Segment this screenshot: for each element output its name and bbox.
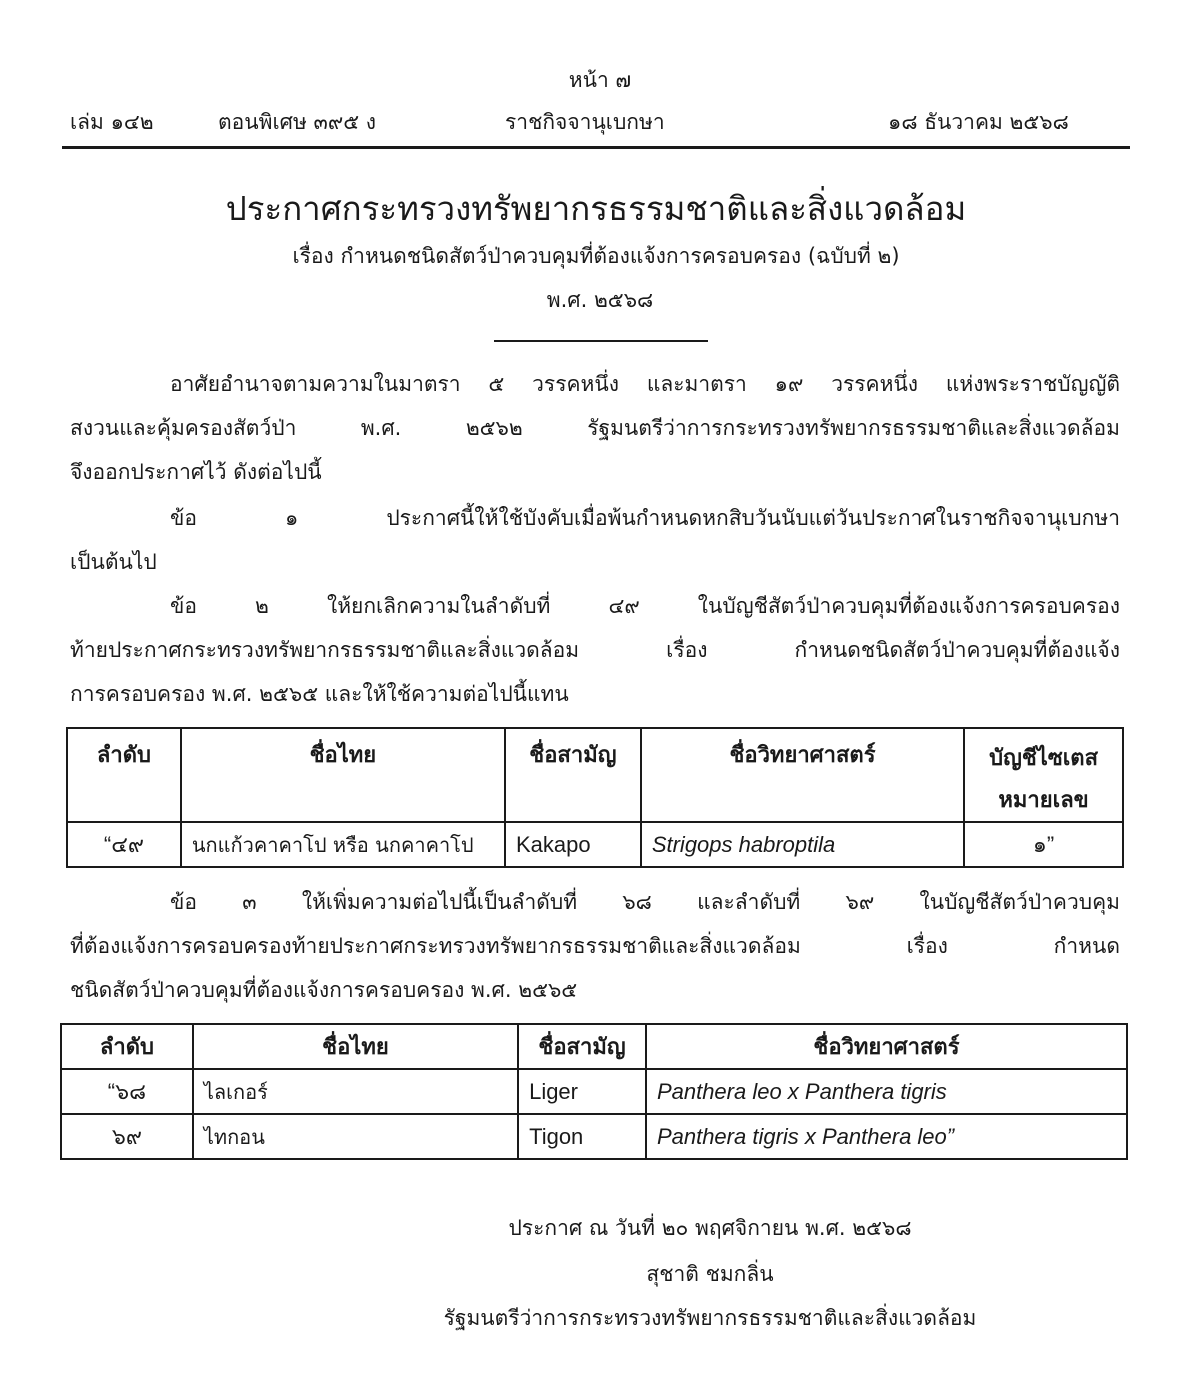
clause-1: [70, 496, 1120, 584]
signatory-position: รัฐมนตรีว่าการกระทรวงทรัพยากรธรรมชาติและสิ่งแวดล้อม: [443, 1306, 977, 1330]
table-row: [61, 1114, 1127, 1159]
cell-thai-name: ไทกอน: [193, 1114, 518, 1159]
clause-2: [70, 584, 1120, 716]
col-header-thai-name: ชื่อไทย: [193, 1024, 518, 1069]
col-header-scientific-name: ชื่อวิทยาศาสตร์: [641, 728, 964, 822]
cell-common-name: Liger: [518, 1069, 646, 1114]
header-divider: [62, 146, 1130, 149]
clause-line: การครอบครอง พ.ศ. ๒๕๖๕ และให้ใช้ความต่อไปนี้แทน: [70, 682, 569, 706]
amended-species-table: [66, 727, 1124, 868]
clause-line: ชนิดสัตว์ป่าควบคุมที่ต้องแจ้งการครอบครอง พ.ศ. ๒๕๖๕: [70, 978, 578, 1002]
clause-line: ที่ต้องแจ้งการครอบครองท้ายประกาศกระทรวงทรัพยากรธรรมชาติและสิ่งแวดล้อม เรื่อง กำหนด: [70, 934, 1120, 958]
preamble-line: อาศัยอำนาจตามความในมาตรา ๕ วรรคหนึ่ง และมาตรา ๑๙ วรรคหนึ่ง แห่งพระราชบัญญัติ: [170, 372, 1120, 396]
cites-header-line: บัญชีไซเตส: [989, 745, 1099, 770]
col-header-order: ลำดับ: [61, 1024, 193, 1069]
clause-line: ข้อ ๓ ให้เพิ่มความต่อไปนี้เป็นลำดับที่ ๖๘ และลำดับที่ ๖๙ ในบัญชีสัตว์ป่าควบคุม: [170, 890, 1120, 914]
cell-scientific-name: Panthera leo x Panthera tigris: [646, 1069, 1127, 1114]
cites-header-line: หมายเลข: [998, 787, 1089, 812]
announcement-subject: เรื่อง กำหนดชนิดสัตว์ป่าควบคุมที่ต้องแจ้งการครอบครอง (ฉบับที่ ๒): [292, 244, 900, 268]
clause-line: ท้ายประกาศกระทรวงทรัพยากรธรรมชาติและสิ่งแวดล้อม เรื่อง กำหนดชนิดสัตว์ป่าควบคุมที่ต้องแจ้ง: [70, 638, 1120, 662]
col-header-thai-name: ชื่อไทย: [181, 728, 505, 822]
cell-thai-name: นกแก้วคาคาโป หรือ นกคาคาโป: [181, 822, 505, 867]
cell-scientific-name: Panthera tigris x Panthera leo”: [646, 1114, 1127, 1159]
cell-thai-name: ไลเกอร์: [193, 1069, 518, 1114]
col-header-scientific-name: ชื่อวิทยาศาสตร์: [646, 1024, 1127, 1069]
preamble-line: จึงออกประกาศไว้ ดังต่อไปนี้: [70, 460, 322, 484]
col-header-order: ลำดับ: [67, 728, 181, 822]
announcement-date: ประกาศ ณ วันที่ ๒๐ พฤศจิกายน พ.ศ. ๒๕๖๘: [508, 1216, 912, 1240]
volume-label: เล่ม ๑๔๒: [70, 110, 154, 134]
added-species-table: [60, 1023, 1128, 1160]
clause-line: ข้อ ๑ ประกาศนี้ให้ใช้บังคับเมื่อพ้นกำหนดหกสิบวันนับแต่วันประกาศในราชกิจจานุเบกษา: [170, 506, 1120, 530]
cell-common-name: Tigon: [518, 1114, 646, 1159]
gazette-date: ๑๘ ธันวาคม ๒๕๖๘: [888, 110, 1069, 134]
gazette-name: ราชกิจจานุเบกษา: [505, 110, 665, 134]
table-header-row: [61, 1024, 1127, 1069]
col-header-cites: [964, 728, 1123, 822]
table-header-row: [67, 728, 1123, 822]
page-number: หน้า ๗: [568, 68, 632, 92]
cell-cites: ๑”: [964, 822, 1123, 867]
table-row: [67, 822, 1123, 867]
announcement-title: ประกาศกระทรวงทรัพยากรธรรมชาติและสิ่งแวดล้อม: [225, 189, 967, 228]
cell-scientific-name: Strigops habroptila: [641, 822, 964, 867]
cell-order: “๔๙: [67, 822, 181, 867]
clause-3: [70, 880, 1120, 1012]
col-header-common-name: ชื่อสามัญ: [505, 728, 641, 822]
title-divider: [494, 340, 708, 342]
cell-order: ๖๙: [61, 1114, 193, 1159]
preamble-paragraph: [70, 362, 1120, 494]
clause-line: ข้อ ๒ ให้ยกเลิกความในลำดับที่ ๔๙ ในบัญชีสัตว์ป่าควบคุมที่ต้องแจ้งการครอบครอง: [170, 594, 1120, 618]
col-header-common-name: ชื่อสามัญ: [518, 1024, 646, 1069]
section-label: ตอนพิเศษ ๓๙๕ ง: [218, 110, 377, 134]
signatory-name: สุชาติ ชมกลิ่น: [646, 1262, 774, 1286]
clause-line: เป็นต้นไป: [70, 550, 157, 574]
announcement-year: พ.ศ. ๒๕๖๘: [546, 288, 654, 312]
cell-common-name: Kakapo: [505, 822, 641, 867]
preamble-line: สงวนและคุ้มครองสัตว์ป่า พ.ศ. ๒๕๖๒ รัฐมนตรีว่าการกระทรวงทรัพยากรธรรมชาติและสิ่งแวดล้อม: [70, 416, 1120, 440]
cell-order: “๖๘: [61, 1069, 193, 1114]
table-row: [61, 1069, 1127, 1114]
